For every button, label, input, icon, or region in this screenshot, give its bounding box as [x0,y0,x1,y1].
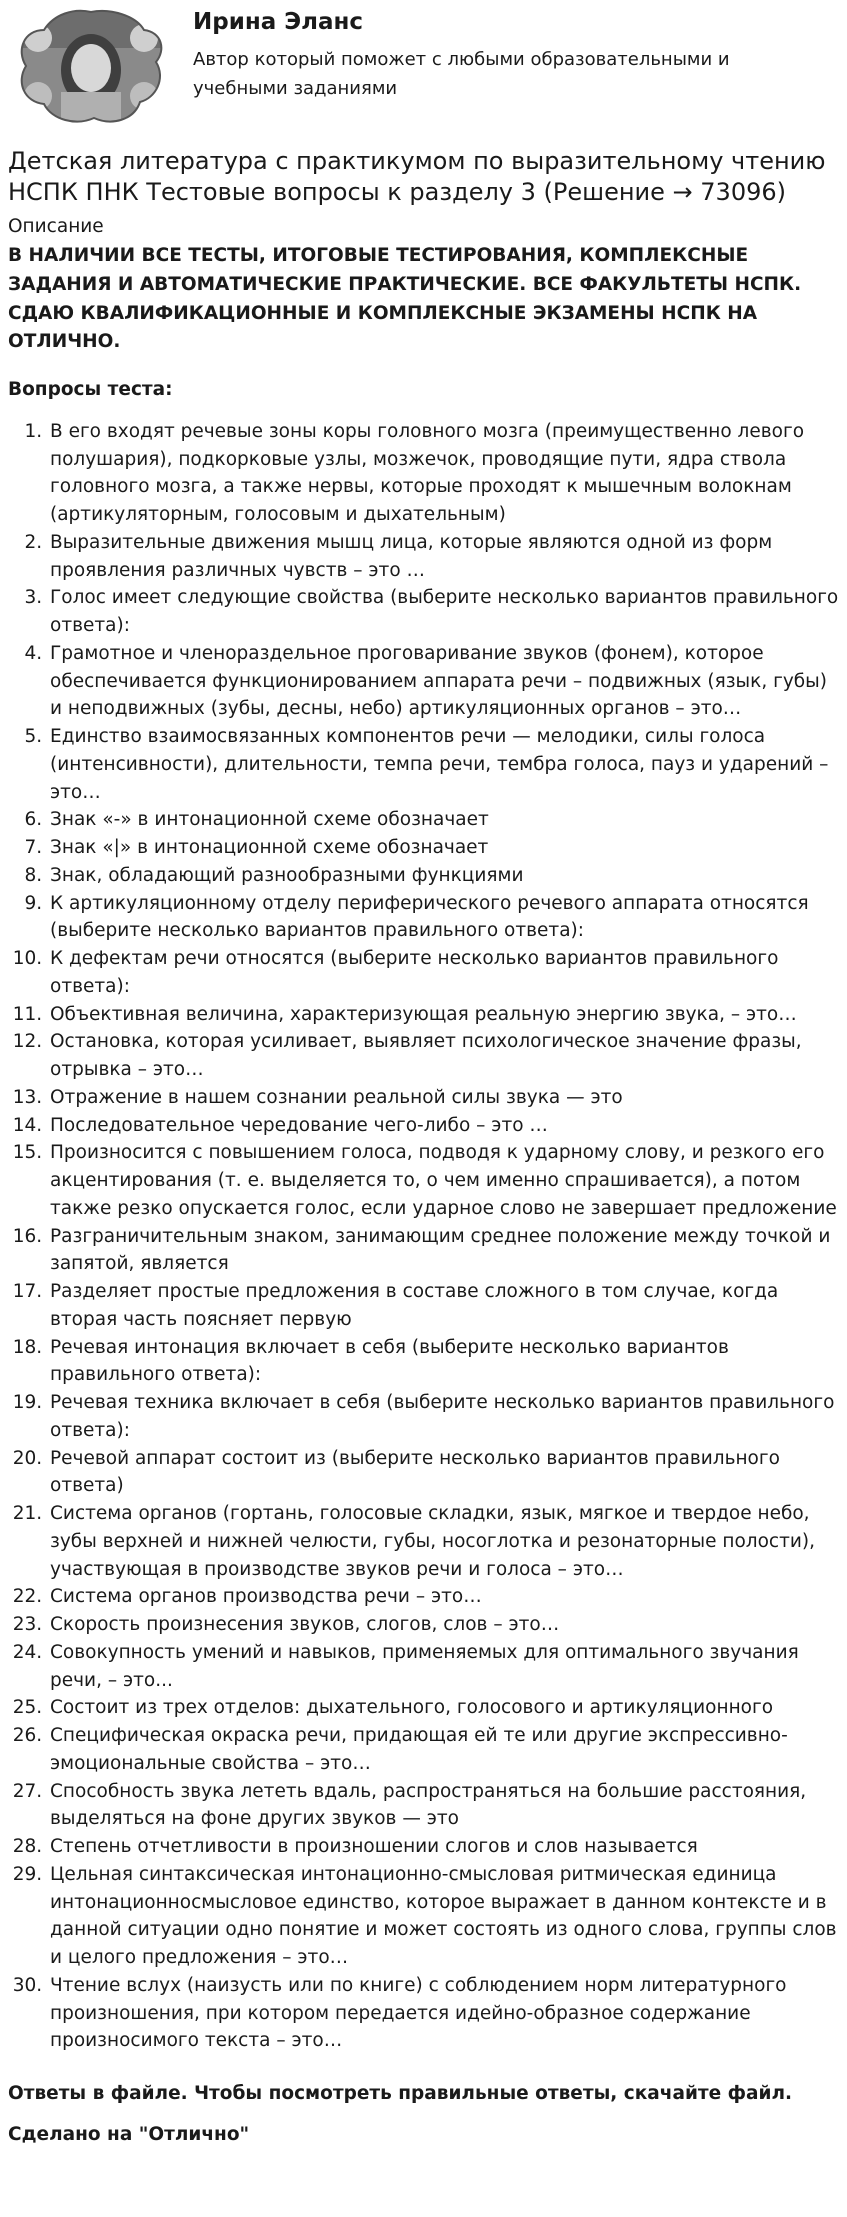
question-item: 17. Разделяет простые предложения в составе сложного в том случае, когда вторая часть поясняет первую [48,1278,839,1334]
question-item: 27. Способность звука лететь вдаль, распространяться на большие расстояния, выделяться на фоне других звуков — это [48,1778,839,1834]
question-item: 14. Последовательное чередование чего-либо – это … [48,1112,839,1140]
question-item: 5. Единство взаимосвязанных компонентов речи — мелодики, силы голоса (интенсивности), длительности, темпа речи, тембра голоса, пауз и ударений – это… [48,723,839,806]
question-item: 24. Совокупность умений и навыков, применяемых для оптимального звучания речи, – это... [48,1639,839,1695]
question-item: 9. К артикуляционному отделу периферического речевого аппарата относятся (выберите несколько вариантов правильного ответа): [48,890,839,946]
page-title: Детская литература с практикумом по выразительному чтению НСПК ПНК Тестовые вопросы к разделу 3 (Решение → 73096) [8,147,826,207]
question-item: 2. Выразительные движения мышц лица, которые являются одной из форм проявления различных чувств – это … [48,529,839,585]
question-item: 11. Объективная величина, характеризующая реальную энергию звука, – это… [48,1001,839,1029]
question-item: 12. Остановка, которая усиливает, выявляет психологическое значение фразы, отрывка – это… [48,1028,839,1084]
question-item: 25. Состоит из трех отделов: дыхательного, голосового и артикуляционного [48,1694,839,1722]
question-item: 23. Скорость произнесения звуков, слогов, слов – это… [48,1611,839,1639]
question-item: 26. Специфическая окраска речи, придающая ей те или другие экспрессивно-эмоциональные свойства – это… [48,1722,839,1778]
question-item: 13. Отражение в нашем сознании реальной силы звука — это [48,1084,839,1112]
question-item: 10. К дефектам речи относятся (выберите несколько вариантов правильного ответа): [48,945,839,1001]
question-item: 19. Речевая техника включает в себя (выберите несколько вариантов правильного ответа): [48,1389,839,1445]
author-name[interactable]: Ирина Эланс [193,9,364,35]
questions-list [8,418,839,2055]
description-label: Описание [8,216,104,238]
question-item: 1. В его входят речевые зоны коры головного мозга (преимущественно левого полушария), подкорковые узлы, мозжечок, проводящие пути, ядра ствола головного мозга, а также нервы, которые проходят к мышечным волокнам (артикуляторным, голосовым и дыхательным) [48,418,839,529]
question-item: 18. Речевая интонация включает в себя (выберите несколько вариантов правильного ответа): [48,1334,839,1390]
question-item: 29. Цельная синтаксическая интонационно-смысловая ритмическая единица интонационносмысловое единство, которое выражает в данном контексте и в данной ситуации одно понятие и может состоять из одного слова, группы слов и целого предложения – это… [48,1861,839,1972]
question-item: 4. Грамотное и членораздельное проговаривание звуков (фонем), которое обеспечивается функционированием аппарата речи – подвижных (язык, губы) и неподвижных (зубы, десны, небо) артикуляционных органов – это… [48,640,839,723]
questions-heading: Вопросы теста: [8,378,173,400]
quality-note: Сделано на "Отлично" [8,2123,250,2145]
question-item: 20. Речевой аппарат состоит из (выберите несколько вариантов правильного ответа) [48,1445,839,1501]
question-item: 3. Голос имеет следующие свойства (выберите несколько вариантов правильного ответа): [48,584,839,640]
question-item: 6. Знак «-» в интонационной схеме обозначает [48,806,839,834]
question-item: 28. Степень отчетливости в произношении слогов и слов называется [48,1833,839,1861]
answers-note: Ответы в файле. Чтобы посмотреть правильные ответы, скачайте файл. [8,2083,793,2105]
question-item: 8. Знак, обладающий разнообразными функциями [48,862,839,890]
description-highlight: В НАЛИЧИИ ВСЕ ТЕСТЫ, ИТОГОВЫЕ ТЕСТИРОВАНИЯ, КОМПЛЕКСНЫЕ ЗАДАНИЯ И АВТОМАТИЧЕСКИЕ ПРАКТИЧЕСКИЕ. ВСЕ ФАКУЛЬТЕТЫ НСПК. СДАЮ КВАЛИФИКАЦИОННЫЕ И КОМПЛЕКСНЫЕ ЭКЗАМЕНЫ НСПК НА ОТЛИЧНО. [8,245,802,353]
question-item: 30. Чтение вслух (наизусть или по книге) с соблюдением норм литературного произношения, при котором передается идейно-образное содержание произносимого текста – это… [48,1972,839,2055]
author-description: Автор который поможет с любыми образовательными и учебными заданиями [193,49,730,99]
question-item: 16. Разграничительным знаком, занимающим среднее положение между точкой и запятой, является [48,1223,839,1279]
author-avatar[interactable] [16,8,166,126]
question-item: 7. Знак «|» в интонационной схеме обозначает [48,834,839,862]
author-card [8,0,839,140]
question-item: 21. Система органов (гортань, голосовые складки, язык, мягкое и твердое небо, зубы верхней и нижней челюсти, губы, носоглотка и резонаторные полости), участвующая в производстве звуков речи и голоса – это… [48,1500,839,1583]
question-item: 15. Произносится с повышением голоса, подводя к ударному слову, и резкого его акцентирования (т. е. выделяется то, о чем именно спрашивается), а потом также резко опускается голос, если ударное слово не завершает предложение [48,1139,839,1222]
question-item: 22. Система органов производства речи – это… [48,1583,839,1611]
